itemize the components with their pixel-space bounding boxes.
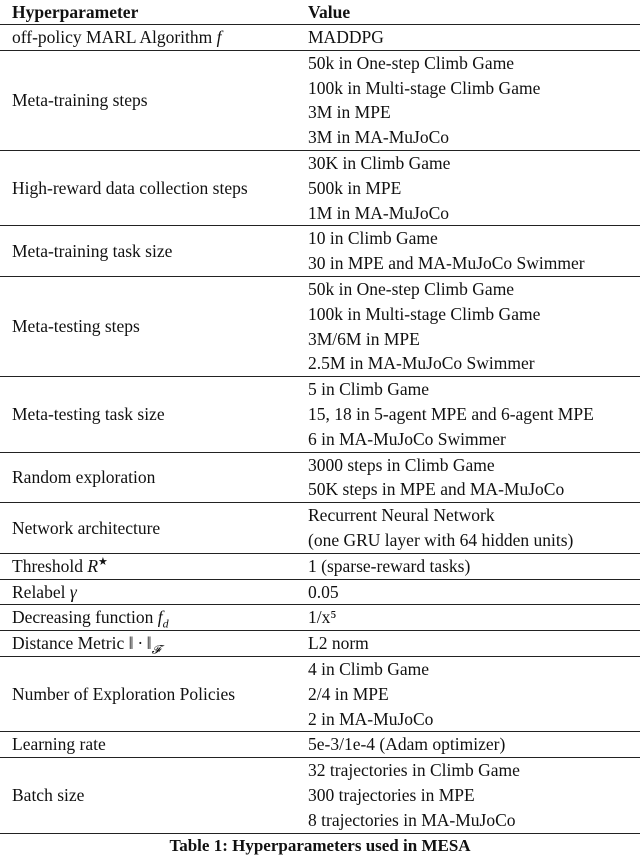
- math-symbol: γ: [69, 581, 77, 602]
- table-row: [0, 452, 640, 503]
- value-line: 30K in Climb Game: [308, 152, 451, 173]
- table-row: [0, 276, 640, 376]
- table-caption: Table 1: Hyperparameters used in MESA: [169, 835, 471, 855]
- hyperparameter-cell: [0, 50, 300, 150]
- math-superscript: ★: [98, 555, 108, 568]
- value-cell: [300, 276, 640, 376]
- value-line: 500k in MPE: [308, 177, 402, 198]
- value-line: 3M/6M in MPE: [308, 328, 420, 349]
- value-line: 300 trajectories in MPE: [308, 784, 475, 805]
- value-line: 15, 18 in 5-agent MPE and 6-agent MPE: [308, 403, 594, 424]
- math-subscript: 𝓕: [151, 642, 161, 657]
- value-line: 3M in MPE: [308, 102, 391, 123]
- hyperparameter-cell: [0, 377, 300, 452]
- value-line: 2.5M in MA-MuJoCo Swimmer: [308, 353, 535, 374]
- value-line: 100k in Multi-stage Climb Game: [308, 303, 541, 324]
- hyperparameter-name: Learning rate: [12, 734, 106, 755]
- table-row: [0, 50, 640, 150]
- value-line: 6 in MA-MuJoCo Swimmer: [308, 428, 506, 449]
- value-line: 1 (sparse-reward tasks): [308, 555, 471, 576]
- math-subscript: d: [162, 616, 169, 631]
- hyperparameter-name: Decreasing function: [12, 607, 158, 628]
- hyperparameter-name: Random exploration: [12, 466, 156, 487]
- hyperparameter-cell: [0, 503, 300, 554]
- table-row: [0, 503, 640, 554]
- value-line: 3000 steps in Climb Game: [308, 454, 495, 475]
- hyperparameter-name: High-reward data collection steps: [12, 177, 248, 198]
- table-row: [0, 758, 640, 833]
- math-symbol: ‖ · ‖: [128, 633, 152, 654]
- table-row: [0, 732, 640, 758]
- table-row: [0, 25, 640, 51]
- value-cell: [300, 226, 640, 277]
- value-line: 4 in Climb Game: [308, 658, 430, 679]
- table-row: [0, 150, 640, 225]
- hyperparameter-cell: [0, 732, 300, 758]
- hyperparameter-name: off-policy MARL Algorithm: [12, 27, 217, 47]
- value-line: L2 norm: [308, 633, 369, 654]
- value-line: 1M in MA-MuJoCo: [308, 202, 449, 223]
- hyperparameter-cell: [0, 150, 300, 225]
- value-cell: [300, 25, 640, 51]
- hyperparameter-name: Meta-training steps: [12, 89, 148, 110]
- value-line: 50K steps in MPE and MA-MuJoCo: [308, 479, 565, 500]
- hyperparameter-cell: [0, 226, 300, 277]
- header-hyperparameter: Hyperparameter: [0, 0, 300, 25]
- value-cell: [300, 452, 640, 503]
- value-line: 50k in One-step Climb Game: [308, 52, 515, 73]
- value-cell: [300, 758, 640, 833]
- value-line: (one GRU layer with 64 hidden units): [308, 529, 574, 550]
- hyperparameter-cell: [0, 452, 300, 503]
- table-row: [0, 377, 640, 452]
- hyperparameter-cell: [0, 25, 300, 51]
- hyperparameter-cell: [0, 276, 300, 376]
- value-line: 5 in Climb Game: [308, 379, 430, 400]
- table-row: [0, 226, 640, 277]
- value-cell: [300, 150, 640, 225]
- header-row: [0, 0, 640, 25]
- value-line: 5e-3/1e-4 (Adam optimizer): [308, 734, 506, 755]
- value-cell: [300, 579, 640, 605]
- value-cell: [300, 631, 640, 657]
- hyperparameter-cell: [0, 631, 300, 657]
- hyperparameter-name: Number of Exploration Policies: [12, 683, 236, 704]
- value-line: 0.05: [308, 581, 339, 602]
- table-row: [0, 631, 640, 657]
- hyperparameter-cell: [0, 605, 300, 631]
- hyperparameter-name: Meta-training task size: [12, 240, 173, 261]
- table-body: [0, 25, 640, 834]
- table-row: [0, 553, 640, 579]
- value-cell: [300, 553, 640, 579]
- value-line: 1/x⁵: [308, 607, 337, 628]
- hyperparameter-name: Network architecture: [12, 517, 161, 538]
- math-symbol: R: [87, 555, 99, 576]
- table-row: [0, 605, 640, 631]
- hyperparameter-name: Batch size: [12, 784, 85, 805]
- hyperparameter-name: Relabel: [12, 581, 70, 602]
- value-line: 30 in MPE and MA-MuJoCo Swimmer: [308, 253, 585, 274]
- value-line: 10 in Climb Game: [308, 228, 438, 249]
- table-row: [0, 579, 640, 605]
- value-line: MADDPG: [308, 27, 384, 47]
- value-cell: [300, 656, 640, 731]
- value-cell: [300, 605, 640, 631]
- value-cell: [300, 377, 640, 452]
- value-line: 2 in MA-MuJoCo: [308, 708, 434, 729]
- math-symbol: f: [216, 27, 222, 47]
- hyperparameter-cell: [0, 553, 300, 579]
- hyperparameter-cell: [0, 656, 300, 731]
- hyperparameter-name: Meta-testing task size: [12, 403, 165, 424]
- hyperparameter-cell: [0, 758, 300, 833]
- value-cell: [300, 50, 640, 150]
- value-line: 3M in MA-MuJoCo: [308, 127, 449, 148]
- value-line: Recurrent Neural Network: [308, 505, 495, 526]
- value-line: 100k in Multi-stage Climb Game: [308, 77, 541, 98]
- value-line: 32 trajectories in Climb Game: [308, 760, 520, 781]
- hyperparameter-cell: [0, 579, 300, 605]
- hyperparameter-name: Threshold: [12, 555, 88, 576]
- header-value: Value: [300, 0, 640, 25]
- table-row: [0, 656, 640, 731]
- value-cell: [300, 503, 640, 554]
- value-cell: [300, 732, 640, 758]
- hyperparameter-name: Meta-testing steps: [12, 316, 140, 337]
- value-line: 50k in One-step Climb Game: [308, 278, 515, 299]
- value-line: 8 trajectories in MA-MuJoCo: [308, 809, 516, 830]
- math-symbol: f: [157, 607, 163, 628]
- hyperparameter-name: Distance Metric: [12, 633, 129, 654]
- value-line: 2/4 in MPE: [308, 683, 389, 704]
